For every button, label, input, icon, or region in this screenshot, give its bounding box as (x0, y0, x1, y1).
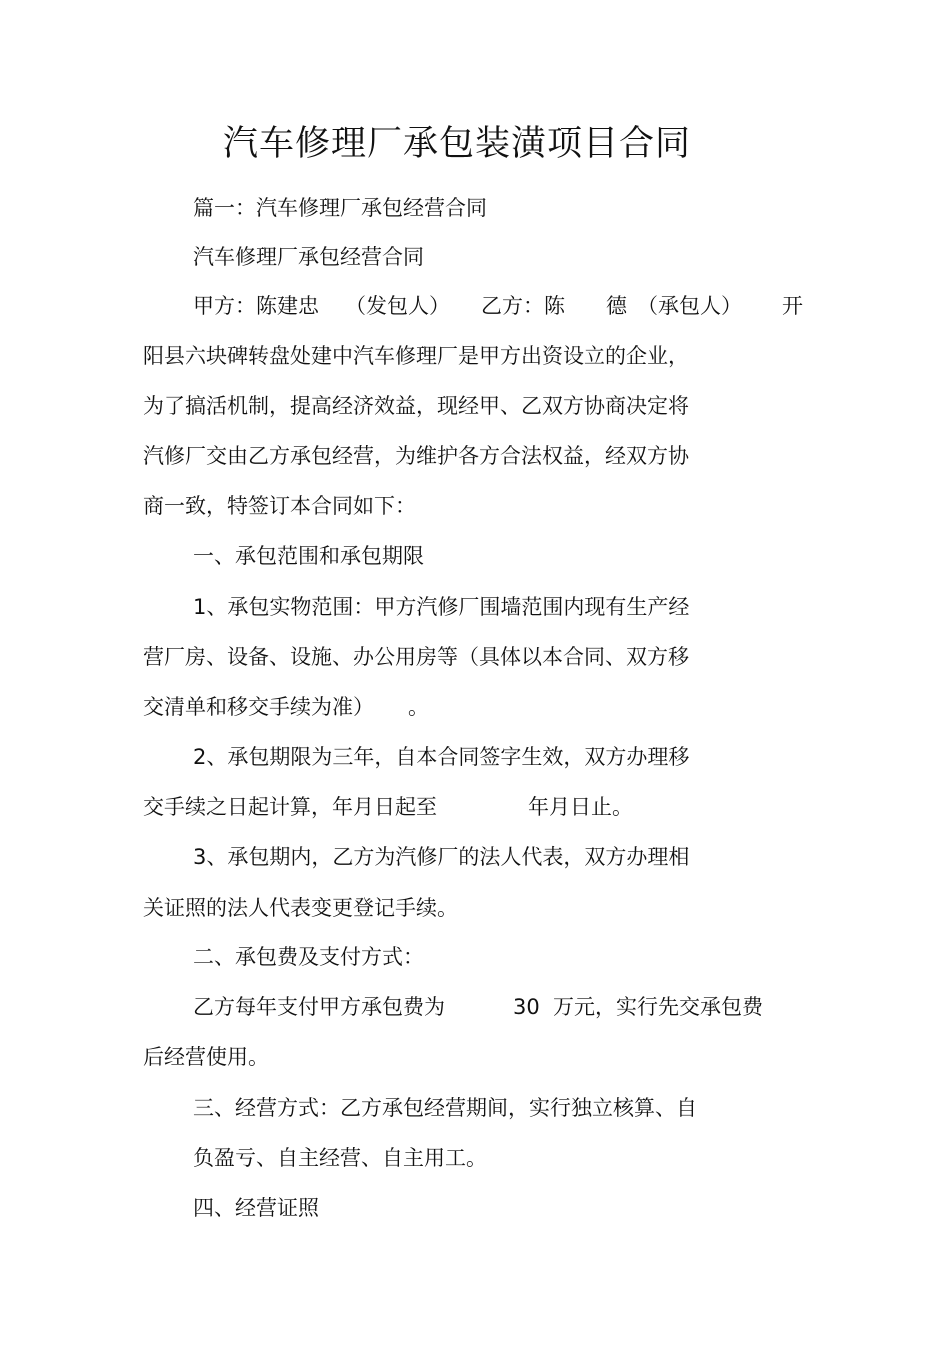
party-b: 乙方：陈 (481, 294, 565, 318)
text-segment: 交手续之日起计算，年月日起至 (143, 795, 437, 819)
party-b-name: 德 (606, 294, 627, 318)
text-line: 汽车修理厂承包经营合同 (193, 245, 424, 269)
text-line: 营厂房、设备、设施、办公用房等（具体以本合同、双方移 (143, 645, 689, 669)
fee-line (0, 992, 950, 1022)
text-segment: 万元，实行先交承包费 (553, 995, 763, 1019)
text-segment: 乙方每年支付甲方承包费为 (193, 995, 445, 1019)
line-trailing-text: 开 (782, 294, 803, 318)
text-segment: 。 (408, 695, 429, 719)
text-line: 3、承包期内，乙方为汽修厂的法人代表，双方办理相 (193, 845, 690, 869)
text-line: 为了搞活机制，提高经济效益，现经甲、乙双方协商决定将 (143, 394, 689, 418)
text-segment: 交清单和移交手续为准） (143, 695, 374, 719)
text-line: 1、承包实物范围：甲方汽修厂围墙范围内现有生产经 (193, 595, 690, 619)
party-a: 甲方：陈建忠 (193, 294, 319, 318)
document-title: 汽车修理厂承包装潢项目合同 (222, 124, 691, 164)
text-segment: 年月日止。 (528, 795, 633, 819)
text-line: 商一致，特签订本合同如下： (143, 494, 416, 518)
section-heading: 三、经营方式：乙方承包经营期间，实行独立核算、自 (193, 1096, 697, 1120)
parties-line (0, 291, 950, 321)
section-heading: 二、承包费及支付方式： (193, 945, 424, 969)
text-line: 阳县六块碑转盘处建中汽车修理厂是甲方出资设立的企业， (143, 344, 689, 368)
text-line: 负盈亏、自主经营、自主用工。 (193, 1146, 487, 1170)
text-line (0, 792, 950, 822)
party-a-role: （发包人） (345, 294, 450, 318)
text-line: 2、承包期限为三年，自本合同签字生效，双方办理移 (193, 745, 690, 769)
text-line: 关证照的法人代表变更登记手续。 (143, 896, 458, 920)
section-heading: 一、承包范围和承包期限 (193, 544, 424, 568)
fee-amount: 30 (513, 995, 540, 1019)
section-heading: 四、经营证照 (193, 1196, 319, 1220)
text-line: 后经营使用。 (143, 1045, 269, 1069)
text-line: 汽修厂交由乙方承包经营，为维护各方合法权益，经双方协 (143, 444, 689, 468)
text-line (0, 692, 950, 722)
text-line: 篇一：汽车修理厂承包经营合同 (193, 196, 487, 220)
party-b-role: （承包人） (637, 294, 742, 318)
